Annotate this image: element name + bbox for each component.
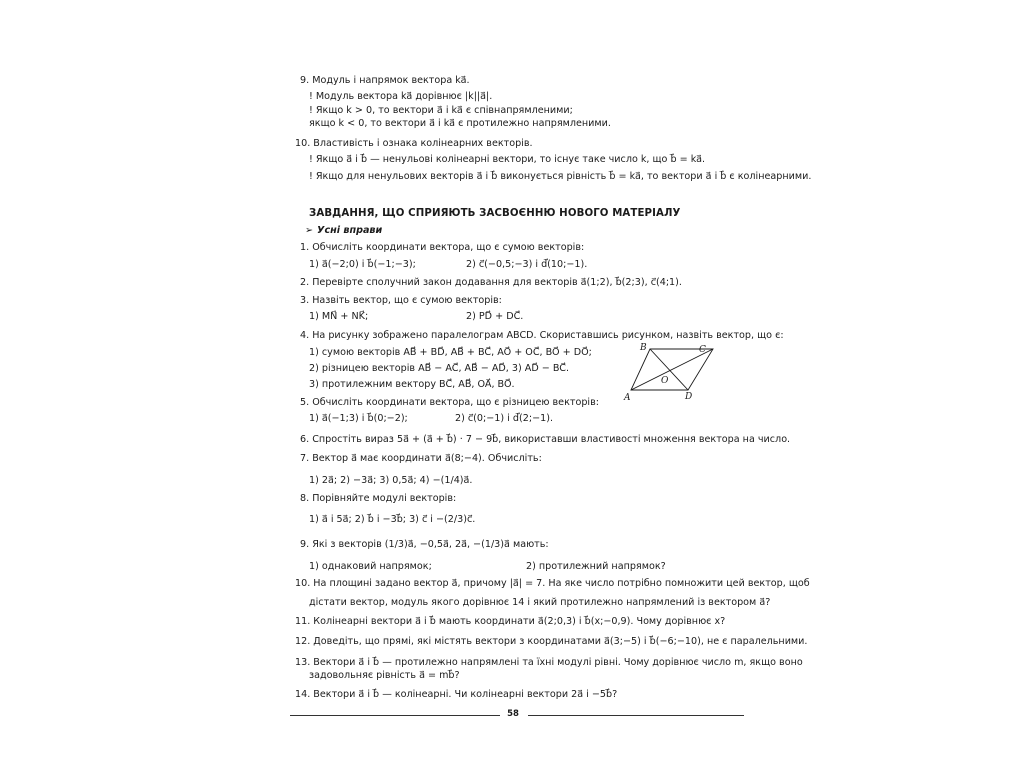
text-line xyxy=(300,241,584,254)
line-text: 6. Спростіть вираз 5a⃗ + (a⃗ + b⃗) · 7 − 9b⃗, використавши властивості множення вектора на число. xyxy=(300,434,791,445)
text-line xyxy=(309,207,681,220)
page-number: 58 xyxy=(507,709,519,719)
text-line xyxy=(309,170,811,183)
diagonal-bd xyxy=(650,349,688,390)
line-text: дістати вектор, модуль якого дорівнює 14 і який протилежно напрямлений із вектором a⃗? xyxy=(309,597,771,608)
answer-option: 2) c⃗(−0,5;−3) і d⃗(10;−1). xyxy=(466,259,588,270)
line-text: 4. На рисунку зображено паралелограм ABCD. Скориставшись рисунком, назвіть вектор, що є: xyxy=(300,330,784,341)
answer-option: 2) c⃗(0;−1) і d⃗(2;−1). xyxy=(455,413,554,424)
vertex-label-a: A xyxy=(624,393,631,402)
text-line xyxy=(300,452,542,465)
text-line xyxy=(295,137,533,150)
line-text: задовольняє рівність a⃗ = mb⃗? xyxy=(309,670,460,681)
line-text: 3) протилежним вектору BC⃗, AB⃗, OA⃗, BO⃗. xyxy=(309,379,515,390)
text-line xyxy=(309,258,588,271)
line-text: 9. Які з векторів (1/3)a⃗, −0,5a⃗, 2a⃗, −(1/3)a⃗ мають: xyxy=(300,539,549,550)
line-text: ! Якщо k > 0, то вектори a⃗ і ka⃗ є співнапрямленими; xyxy=(309,105,573,116)
line-text: 5. Обчисліть координати вектора, що є різницею векторів: xyxy=(300,397,599,408)
answer-option: 2) протилежний напрямок? xyxy=(526,561,666,572)
line-text: 7. Вектор a⃗ має координати a⃗(8;−4). Обчисліть: xyxy=(300,453,542,464)
text-line xyxy=(309,90,492,103)
text-line xyxy=(309,669,460,682)
line-text: 10. Властивість і ознака колінеарних векторів. xyxy=(295,138,533,149)
text-line xyxy=(309,378,515,391)
vertex-label-b: B xyxy=(640,343,647,353)
text-line xyxy=(305,224,382,237)
text-line xyxy=(295,615,725,628)
arrow-bullet-icon: ➢ xyxy=(305,225,314,236)
answer-option: 1) a⃗(−1;3) і b⃗(0;−2); xyxy=(309,413,408,424)
text-line xyxy=(300,433,790,446)
line-text: 1) сумою векторів AB⃗ + BD⃗, AB⃗ + BC⃗, AO⃗ + OC⃗, BO⃗ + DO⃗; xyxy=(309,347,592,358)
vertex-label-c: C xyxy=(699,345,706,355)
text-line xyxy=(295,577,810,590)
text-line xyxy=(295,656,803,669)
center-label-o: O xyxy=(661,376,669,386)
line-text: 8. Порівняйте модулі векторів: xyxy=(300,493,457,504)
line-text: ! Якщо для ненульових векторів a⃗ і b⃗ виконується рівність b⃗ = ka⃗, то вектори a⃗ і b⃗ є колінеарними. xyxy=(309,171,812,182)
text-line xyxy=(300,396,599,409)
answer-option: 1) MN⃗ + NK⃗; xyxy=(309,311,369,322)
line-text: 2. Перевірте сполучний закон додавання для векторів a⃗(1;2), b⃗(2;3), c⃗(4;1). xyxy=(300,277,682,288)
line-text: 1. Обчисліть координати вектора, що є сумою векторів: xyxy=(300,242,585,253)
text-line xyxy=(300,294,502,307)
footer-rule-left xyxy=(290,715,500,716)
line-text: ! Модуль вектора ka⃗ дорівнює |k||a⃗|. xyxy=(309,91,493,102)
line-text: ! Якщо a⃗ і b⃗ — ненульові колінеарні вектори, то існує таке число k, що b⃗ = ka⃗. xyxy=(309,154,706,165)
text-line xyxy=(300,538,549,551)
text-line xyxy=(309,104,573,117)
text-line xyxy=(309,412,554,425)
text-line xyxy=(295,688,617,701)
text-line xyxy=(309,346,592,359)
line-text: 12. Доведіть, що прямі, які містять вектори з координатами a⃗(3;−5) і b⃗(−6;−10), не є паралельними. xyxy=(295,636,808,647)
text-line xyxy=(295,635,807,648)
footer-rule-right xyxy=(528,715,744,716)
line-text: 9. Модуль і напрямок вектора ka⃗. xyxy=(300,75,470,86)
line-text: 13. Вектори a⃗ і b⃗ — протилежно напрямлені та їхні модулі рівні. Чому дорівнює число m, якщо воно xyxy=(295,657,803,668)
text-line xyxy=(309,117,611,130)
vertex-label-d: D xyxy=(685,392,693,402)
line-text: 11. Колінеарні вектори a⃗ і b⃗ мають координати a⃗(2;0,3) і b⃗(x;−0,9). Чому дорівнює x? xyxy=(295,616,726,627)
text-line xyxy=(309,362,569,375)
line-text: 3. Назвіть вектор, що є сумою векторів: xyxy=(300,295,502,306)
text-line xyxy=(300,74,470,87)
answer-option: 1) a⃗(−2;0) і b⃗(−1;−3); xyxy=(309,259,416,270)
text-line xyxy=(309,560,666,573)
text-line xyxy=(309,153,705,166)
answer-option: 2) PD⃗ + DC⃗. xyxy=(466,311,524,322)
line-text: 2) різницею векторів AB⃗ − AC⃗, AB⃗ − AD⃗, 3) AD⃗ − BC⃗. xyxy=(309,363,570,374)
answer-option: 1) однаковий напрямок; xyxy=(309,561,432,572)
section-heading: ЗАВДАННЯ, ЩО СПРИЯЮТЬ ЗАСВОЄННЮ НОВОГО МАТЕРІАЛУ xyxy=(309,208,681,219)
text-line xyxy=(309,310,524,323)
text-line xyxy=(309,474,472,487)
parallelogram-figure xyxy=(618,340,718,402)
text-line xyxy=(309,596,770,609)
text-line xyxy=(309,513,475,526)
line-text: 14. Вектори a⃗ і b⃗ — колінеарні. Чи колінеарні вектори 2a⃗ і −5b⃗? xyxy=(295,689,618,700)
line-text: 1) 2a⃗; 2) −3a⃗; 3) 0,5a⃗; 4) −(1/4)a⃗. xyxy=(309,475,473,486)
line-text: 10. На площині задано вектор a⃗, причому |a⃗| = 7. На яке число потрібно помножити цей вектор, щоб xyxy=(295,578,810,589)
subsection-title: Усні вправи xyxy=(317,225,383,236)
text-line xyxy=(300,492,456,505)
line-text: якщо k < 0, то вектори a⃗ і ka⃗ є протилежно напрямленими. xyxy=(309,118,611,129)
text-line xyxy=(300,276,682,289)
line-text: 1) a⃗ і 5a⃗; 2) b⃗ і −3b⃗; 3) c⃗ і −(2/3)c⃗. xyxy=(309,514,476,525)
